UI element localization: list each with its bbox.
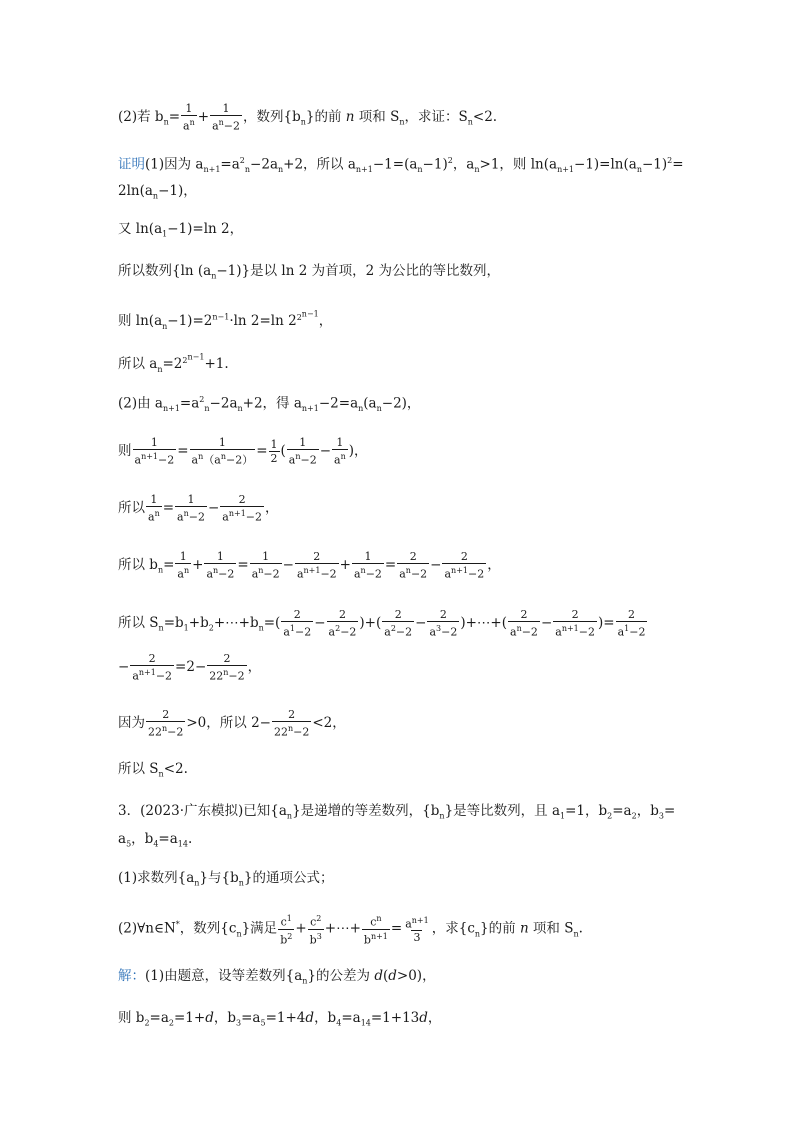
- problem-3-statement: 3．(2023·广东模拟)已知$\{a_n\}$是递增的等差数列，$\{b_n\}$是等比数列，且 $a_1=1$，$b_2=a_2$，$b_3=$: [118, 803, 676, 821]
- proof-line-10b: − $\frac{2}{a^{n+1}-2}$ =2− $\frac{2}{22^n-2}$ ，: [118, 652, 262, 683]
- proof-line-10: 所以 $S_n=b_1+b_2+\cdots+b_n=$( $\frac{2}{a^1-2}$ − $\frac{2}{a^2-2}$ )+( $\frac{2}{a^2-2}$ − $\frac{2}{a^3-2}$ )+⋯+( $\frac{2}{a^n-2}$ − $\frac{2}{a^{n+1}-2}$ )= $\frac{2}{a^1-2}$: [118, 608, 646, 639]
- proof-line-4: 则 $\ln(a_n-1)=2^{n-1}\cdot\ln$ 2=ln $2^{2^{n-1}}$，: [118, 309, 333, 331]
- solution-line-2: 则 $b_2=a_2=1+d$，$b_3=a_5=1+4d$，$b_4=a_{14}=1+13d$，: [118, 1010, 442, 1028]
- line-text: (2)若 $b_n=$ $\frac{1}{a^n}$ + $\frac{1}{a^n-2}$ ，数列$\{b_n\}$的前 n 项和 $S_n$，求证：$S_n<2$.: [118, 102, 498, 133]
- problem-3-part-1: (1)求数列$\{a_n\}$与$\{b_n\}$的通项公式；: [118, 870, 334, 888]
- proof-line-2: 又 $\ln(a_1-1)=\ln$ 2，: [118, 221, 244, 239]
- proof-line-8: 所以 $\frac{1}{a^n}$ = $\frac{1}{a^n-2}$ − $\frac{2}{a^{n+1}-2}$ ，: [118, 493, 279, 524]
- problem-2-statement: [118, 102, 497, 134]
- problem-3-statement-b: $a_5$，$b_4=a_{14}$.: [118, 831, 193, 849]
- problem-3-part-2: (2)∀n∈N*，数列$\{c_n\}$满足 $\frac{c^1}{b^2}$ + $\frac{c^2}{b^3}$ +⋯+ $\frac{c^n}{b^{n+1}}$ = $\frac{a^{n+1}}{3}$ ，求$\{c_n\}$的前 n 项和 $S_n$.: [118, 914, 583, 947]
- proof-line-1b: $2\ln(a_n-1)$，: [118, 183, 197, 201]
- proof-label: 证明: [118, 156, 145, 173]
- proof-line-6: (2)由 $a_{n+1}=a^2_n-2a_n+2$，得 $a_{n+1}-2=a_n(a_n-2)$，: [118, 395, 421, 414]
- proof-line-9: 所以 $b_n=$ $\frac{1}{a^n}$ + $\frac{1}{a^n-2}$ = $\frac{1}{a^n-2}$ − $\frac{2}{a^{n+1}-2}$ + $\frac{1}{a^n-2}$ = $\frac{2}{a^n-2}$ − $\frac{2}{a^{n+1}-2}$ ，: [118, 550, 501, 581]
- proof-line-12: 所以 $S_n<2$.: [118, 761, 188, 779]
- proof-line-3: 所以数列{ln $(a_n-1)$}是以 ln 2 为首项，2 为公比的等比数列，: [118, 263, 500, 281]
- proof-line-7: 则 $\frac{1}{a^{n+1}-2}$ = $\frac{1}{a^n(a^n-2)}$ = $\frac{1}{2}$ ( $\frac{1}{a^n-2}$ − $\frac{1}{a^n}$ )，: [118, 436, 368, 467]
- solution-label: 解：: [118, 968, 145, 984]
- proof-line-5: 所以 $a_n=2^{2^{n-1}}+1$.: [118, 352, 229, 374]
- proof-line-1: 证明(1)因为 $a_{n+1}=a^2_n-2a_n+2$，所以 $a_{n+1}-1=(a_n-1)^2$，$a_n>1$，则 $\ln(a_{n+1}-1)=\ln(a_n-1)^2=$: [118, 156, 684, 175]
- proof-line-11: 因为 $\frac{2}{22^n-2}$ >0，所以 2− $\frac{2}{22^n-2}$ <2，: [118, 708, 346, 739]
- solution-line-1: 解：(1)由题意，设等差数列$\{a_n\}$的公差为 d(d>0)，: [118, 968, 436, 986]
